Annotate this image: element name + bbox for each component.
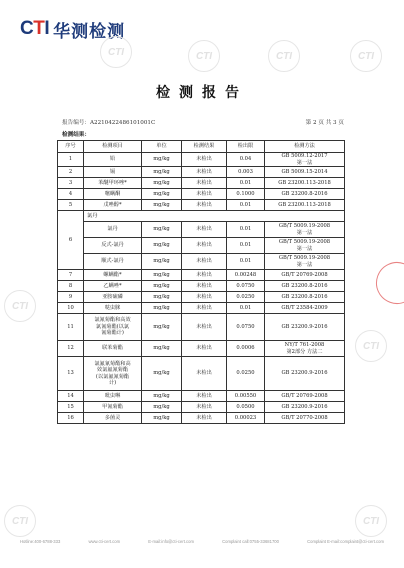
limit-cell: 0.0500: [227, 402, 265, 413]
method-line: GB/T 5009.19-2008: [278, 255, 331, 261]
item-cell: 顺式-氯丹: [84, 254, 142, 270]
table-row: [58, 222, 345, 238]
limit-cell: 0.01: [227, 200, 265, 211]
result-cell: 未检出: [182, 270, 227, 281]
page-footer: [20, 539, 384, 544]
method-cell: [265, 189, 345, 200]
item-cell: 乙螨唑*: [84, 281, 142, 292]
limit-cell: 0.01: [227, 254, 265, 270]
method-cell: [265, 270, 345, 281]
result-cell: 未检出: [182, 303, 227, 314]
item-line: 计): [108, 380, 117, 386]
method-line: 第2部分 方法二: [286, 348, 323, 355]
row-number: 6: [58, 211, 84, 270]
footer-hotline: Hotline:400-6788-333: [20, 539, 61, 544]
table-row: [58, 357, 345, 391]
row-number: 16: [58, 413, 84, 424]
method-cell: [265, 357, 345, 391]
method-cell: [265, 303, 345, 314]
watermark-logo: CTI: [355, 330, 387, 362]
table-row: [58, 341, 345, 357]
method-line: 第一法: [296, 159, 313, 166]
limit-cell: 0.00023: [227, 413, 265, 424]
result-cell: 未检出: [182, 402, 227, 413]
unit-cell: mg/kg: [142, 238, 182, 254]
limit-cell: 0.04: [227, 153, 265, 167]
unit-cell: mg/kg: [142, 200, 182, 211]
item-cell: [84, 357, 142, 391]
method-cell: [265, 153, 345, 167]
item-line: 氯氰菊酯(以氯: [95, 323, 130, 330]
row-number: 13: [58, 357, 84, 391]
page-indicator: 第 2 页 共 3 页: [305, 120, 344, 126]
watermark-logo: CTI: [355, 505, 387, 537]
table-row: [58, 238, 345, 254]
watermark-logo: CTI: [268, 40, 300, 72]
header-cell-unit: 单位: [142, 141, 182, 153]
item-cell: 苯醚甲环唑*: [84, 178, 142, 189]
unit-cell: mg/kg: [142, 189, 182, 200]
row-number: 14: [58, 391, 84, 402]
method-cell: [265, 391, 345, 402]
unit-cell: mg/kg: [142, 391, 182, 402]
table-row: [58, 189, 345, 200]
method-line: GB/T 5009.19-2008: [278, 223, 331, 229]
item-cell: 螺螨酯*: [84, 270, 142, 281]
method-line: GB/T 20769-2008: [281, 271, 328, 278]
limit-cell: 0.00248: [227, 270, 265, 281]
unit-cell: mg/kg: [142, 178, 182, 189]
item-cell: 吡虫啉: [84, 391, 142, 402]
result-cell: 未检出: [182, 341, 227, 357]
item-cell: 戊唑醇*: [84, 200, 142, 211]
item-cell: 噻螨酮: [84, 189, 142, 200]
result-cell: 未检出: [182, 281, 227, 292]
item-cell: 多菌灵: [84, 413, 142, 424]
result-cell: 未检出: [182, 178, 227, 189]
limit-cell: 0.01: [227, 178, 265, 189]
row-number: 4: [58, 189, 84, 200]
row-number: 11: [58, 314, 84, 341]
limit-cell: 0.01: [227, 222, 265, 238]
header-cell-method: 检测方法: [265, 141, 345, 153]
cti-logo: CTI: [20, 18, 50, 39]
method-cell: [265, 314, 345, 341]
result-cell: 未检出: [182, 200, 227, 211]
item-line: 效氯氟氰菊酯: [96, 367, 129, 373]
results-table: [57, 140, 345, 424]
header-cell-item: 检测项目: [84, 141, 142, 153]
table-row: [58, 153, 345, 167]
method-line: GB/T 23584-2009: [281, 304, 328, 311]
method-line: GB 23200.9-2016: [281, 403, 328, 410]
method-cell: [265, 281, 345, 292]
item-line: 氯氟氰菊酯和高: [94, 360, 131, 367]
method-line: GB 23200.8-2016: [281, 282, 328, 289]
table-row: [58, 391, 345, 402]
watermark-logo: CTI: [188, 40, 220, 72]
method-line: 第一法: [296, 261, 313, 268]
method-cell: [265, 292, 345, 303]
table-row: [58, 270, 345, 281]
result-cell: 未检出: [182, 314, 227, 341]
table-header-row: [58, 141, 345, 153]
item-cell: 反式-氯丹: [84, 238, 142, 254]
result-cell: 未检出: [182, 292, 227, 303]
results-label: 检测结果：: [62, 132, 90, 138]
result-cell: 未检出: [182, 357, 227, 391]
table-row: [58, 314, 345, 341]
limit-cell: 0.01: [227, 238, 265, 254]
table-row: [58, 167, 345, 178]
result-cell: 未检出: [182, 222, 227, 238]
row-number: 9: [58, 292, 84, 303]
table-row: [58, 413, 345, 424]
method-cell: [265, 222, 345, 238]
table-row-group: [58, 211, 345, 222]
method-cell: [265, 167, 345, 178]
item-cell: 亚胺硫磷: [84, 292, 142, 303]
header-cell-limit: 检出限: [227, 141, 265, 153]
row-number: 10: [58, 303, 84, 314]
result-cell: 未检出: [182, 254, 227, 270]
item-cell: 哒虫脒: [84, 303, 142, 314]
result-cell: 未检出: [182, 189, 227, 200]
watermark-logo: CTI: [4, 290, 36, 322]
footer-website: www.cti-cert.com: [88, 539, 121, 544]
method-line: GB 23200.113-2018: [278, 201, 331, 208]
row-number: 2: [58, 167, 84, 178]
method-line: GB 23200.113-2018: [278, 179, 331, 186]
item-line: 氰菊酯计): [101, 330, 124, 337]
table-row: [58, 200, 345, 211]
table-row: [58, 254, 345, 270]
method-line: GB 5009.12-2017: [281, 153, 328, 159]
header-cell-no: 序号: [58, 141, 84, 153]
method-line: GB 23200.8-2016: [281, 190, 328, 197]
footer-complaint-call: Complaint call:0755-33681700: [222, 539, 279, 544]
method-cell: [265, 238, 345, 254]
table-row: [58, 402, 345, 413]
item-cell: 甲氰菊酯: [84, 402, 142, 413]
table-row: [58, 281, 345, 292]
unit-cell: mg/kg: [142, 254, 182, 270]
table-row: [58, 178, 345, 189]
method-cell: [265, 413, 345, 424]
unit-cell: mg/kg: [142, 270, 182, 281]
item-cell: [84, 314, 142, 341]
result-cell: 未检出: [182, 391, 227, 402]
result-cell: 未检出: [182, 167, 227, 178]
method-line: GB/T 20770-2008: [281, 414, 328, 421]
group-label: 氯丹: [84, 211, 345, 222]
method-line: GB 23200.8-2016: [281, 293, 328, 300]
unit-cell: mg/kg: [142, 357, 182, 391]
row-number: 1: [58, 153, 84, 167]
table-row: [58, 303, 345, 314]
item-line: 氯氰菊酯和高效: [94, 317, 131, 324]
limit-cell: 0.1000: [227, 189, 265, 200]
unit-cell: mg/kg: [142, 402, 182, 413]
unit-cell: mg/kg: [142, 413, 182, 424]
item-cell: 镉: [84, 167, 142, 178]
unit-cell: mg/kg: [142, 314, 182, 341]
row-number: 12: [58, 341, 84, 357]
method-line: 第一法: [296, 245, 313, 252]
result-cell: 未检出: [182, 413, 227, 424]
row-number: 3: [58, 178, 84, 189]
method-line: 第一法: [296, 229, 313, 236]
item-cell: 铅: [84, 153, 142, 167]
official-stamp: [369, 255, 404, 311]
method-cell: [265, 402, 345, 413]
limit-cell: 0.00550: [227, 391, 265, 402]
limit-cell: 0.0006: [227, 341, 265, 357]
item-line: (以氯氟氰菊酯: [95, 373, 130, 380]
result-cell: 未检出: [182, 153, 227, 167]
watermark-logo: CTI: [350, 40, 382, 72]
limit-cell: 0.0750: [227, 281, 265, 292]
report-title: 检测报告: [156, 85, 248, 101]
row-number: 7: [58, 270, 84, 281]
method-cell: [265, 341, 345, 357]
unit-cell: mg/kg: [142, 153, 182, 167]
header-cell-result: 检测结果: [182, 141, 227, 153]
limit-cell: 0.0250: [227, 357, 265, 391]
results-body: [58, 153, 345, 424]
method-line: GB/T 20769-2008: [281, 392, 328, 399]
method-line: GB 23200.9-2016: [281, 323, 328, 330]
limit-cell: 0.0750: [227, 314, 265, 341]
method-cell: [265, 254, 345, 270]
watermark-logo: CTI: [100, 36, 132, 68]
limit-cell: 0.003: [227, 167, 265, 178]
limit-cell: 0.0250: [227, 292, 265, 303]
watermark-logo: CTI: [4, 505, 36, 537]
item-cell: 氯丹: [84, 222, 142, 238]
row-number: 8: [58, 281, 84, 292]
result-cell: 未检出: [182, 238, 227, 254]
report-number: 报告编号：A2210422486101001C: [62, 120, 156, 126]
item-cell: 联苯菊酯: [84, 341, 142, 357]
footer-email: E-mail:info@cti-cert.com: [148, 539, 194, 544]
unit-cell: mg/kg: [142, 292, 182, 303]
row-number: 5: [58, 200, 84, 211]
footer-complaint-email: Complaint E-mail:complaint@cti-cert.com: [307, 539, 384, 544]
method-cell: [265, 178, 345, 189]
row-number: 15: [58, 402, 84, 413]
method-line: GB/T 5009.19-2008: [278, 239, 331, 245]
unit-cell: mg/kg: [142, 281, 182, 292]
method-cell: [265, 200, 345, 211]
table-row: [58, 292, 345, 303]
unit-cell: mg/kg: [142, 341, 182, 357]
limit-cell: 0.01: [227, 303, 265, 314]
method-line: GB 23200.9-2016: [281, 370, 328, 377]
method-line: NY/T 761-2008: [284, 342, 325, 348]
unit-cell: mg/kg: [142, 303, 182, 314]
method-line: GB 5009.15-2014: [281, 168, 328, 175]
brand-name: 华测检测: [53, 21, 126, 42]
unit-cell: mg/kg: [142, 167, 182, 178]
unit-cell: mg/kg: [142, 222, 182, 238]
